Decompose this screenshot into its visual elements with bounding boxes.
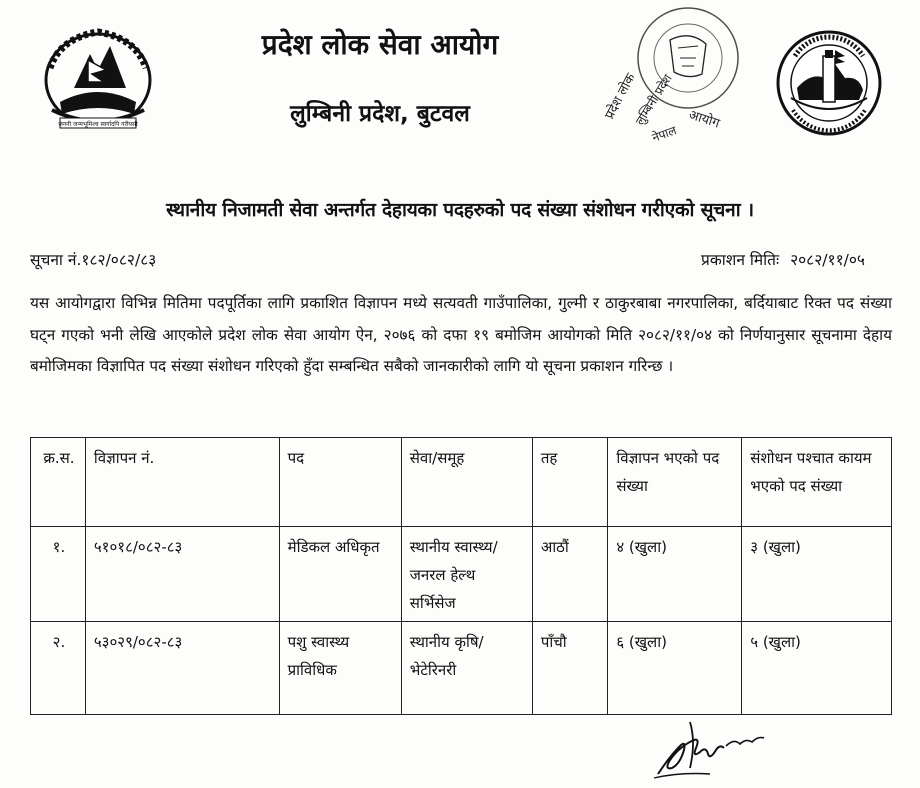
notice-number: सूचना नं.१८२/०८२/८३ [30,251,157,269]
cell-post: पशु स्वास्थ्य प्राविधिक [279,622,401,715]
table-row [31,527,892,622]
cell-revised-count: ३ (खुला) [742,527,892,622]
cell-sn: १. [31,527,86,622]
commission-stamp [590,0,760,145]
cell-level: आठौं [532,527,608,622]
table-row [31,622,892,715]
publication-date-label: प्रकाशन मितिः [701,251,780,269]
svg-text:आयोग: आयोग [686,107,722,132]
header-revised-count: संशोधन पश्चात कायम भएको पद संख्या [742,438,892,527]
commission-subtitle: लुम्बिनी प्रदेश, बुटवल [290,101,470,127]
svg-text:जननी जन्मभूमिश्च स्वर्गादपि गर: जननी जन्मभूमिश्च स्वर्गादपि गरीयसी [58,121,138,128]
svg-text:प्रदेश लोक: प्रदेश लोक [602,71,639,122]
commission-title: प्रदेश लोक सेवा आयोग [261,28,499,61]
cell-adv-no: ५३०२९/०८२-८३ [85,622,279,715]
cell-post: मेडिकल अधिकृत [279,527,401,622]
post-revision-table [30,437,892,715]
svg-text:लुम्बिनी प्रदेश: लुम्बिनी प्रदेश [632,71,675,128]
cell-sn: २. [31,622,86,715]
signature [650,716,770,782]
cell-level: पाँचौ [532,622,608,715]
cell-service: स्थानीय स्वास्थ्य/जनरल हेल्थ सर्भिसेज [401,527,532,622]
cell-revised-count: ५ (खुला) [742,622,892,715]
table-header-row [31,438,892,527]
nepal-emblem-logo [30,18,166,138]
header-service: सेवा/समूह [401,438,532,527]
header-adv-no: विज्ञापन नं. [85,438,279,527]
header-level: तह [532,438,608,527]
header-sn: क्र.स. [31,438,86,527]
header-post: पद [279,438,401,527]
svg-text:नेपाल: नेपाल [650,123,679,145]
publication-date-value: २०८२/११/०५ [790,251,865,269]
publication-date [695,248,865,270]
notice-body: यस आयोगद्वारा विभिन्न मितिमा पदपूर्तिका लागि प्रकाशित विज्ञापन मध्ये सत्यवती गाउँपालिका, गुल्मी र ठाकुरबाबा नगरपालिका, बर्दियाबाट रिक्त पद संख्या घट्न गएको भनी लेखि आएकोले प्रदेश लोक सेवा आयोग ऐन, २०७६ को दफा १९ बमोजिम आयोगको मिति २०८२/११/०४ को निर्णयानुसार सूचनामा देहाय बमोजिमका विज्ञापित पद संख्या संशोधन गरिएको हुँदा सम्बन्धित सबैको जानकारीको लागि यो सूचना प्रकाशन गरिन्छ । [30,294,892,375]
notice-heading: स्थानीय निजामती सेवा अन्तर्गत देहायका पदहरुको पद संख्या संशोधन गरीएको सूचना । [166,199,754,221]
cell-adv-no: ५१०१८/०८२-८३ [85,527,279,622]
header-adv-count: विज्ञापन भएको पद संख्या [608,438,742,527]
cell-adv-count: ६ (खुला) [608,622,742,715]
commission-seal-logo [775,28,883,138]
cell-service: स्थानीय कृषि/भेटेरिनरी [401,622,532,715]
cell-adv-count: ४ (खुला) [608,527,742,622]
